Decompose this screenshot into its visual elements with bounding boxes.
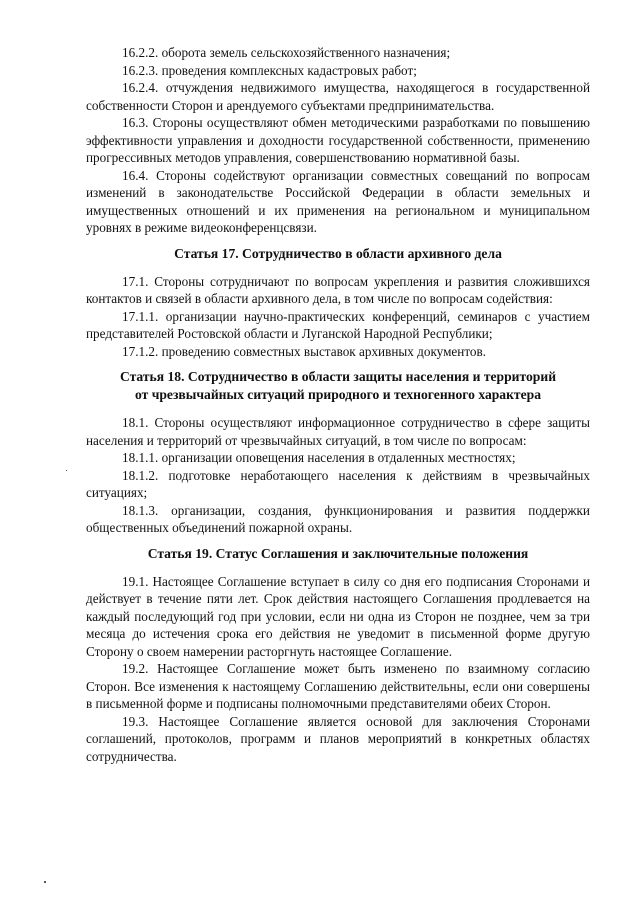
clause-18-1: 18.1. Стороны осуществляют информационное сотрудничество в сфере защиты населения и территорий от чрезвычайных ситуаций, в том числе по вопросам: [86, 415, 590, 448]
clause-16-2-3: 16.2.3. проведения комплексных кадастровых работ; [122, 62, 417, 78]
clause-17-1-2: 17.1.2. проведению совместных выставок архивных документов. [122, 343, 487, 359]
clause-18-1-3: 18.1.3. организации, создания, функционирования и развития поддержки общественных объединений пожарной охраны. [86, 502, 590, 535]
clause-19-2: 19.2. Настоящее Соглашение может быть изменено по взаимному согласию Сторон. Все изменения к настоящему Соглашению действительны, если они совершены в письменной форме и подписаны полномочными представителями обеих Сторон. [86, 661, 590, 711]
article-19-title: Статья 19. Статус Соглашения и заключительные положения [147, 545, 529, 561]
article-17-title: Статья 17. Сотрудничество в области архивного дела [174, 245, 502, 261]
article-19-heading [86, 545, 590, 563]
article-18-heading [86, 368, 590, 404]
scan-speck [44, 881, 46, 883]
clause-16-2-2: 16.2.2. оборота земель сельскохозяйственного назначения; [122, 45, 451, 60]
article-18-title-line-2: от чрезвычайных ситуаций природного и техногенного характера [135, 387, 541, 402]
clause-16-4: 16.4. Стороны содействуют организации совместных совещаний по вопросам изменений в законодательстве Российской Федерации в области земельных и имущественных отношений и их применения на региональном и муниципальном уровнях в режиме видеоконференцсвязи. [86, 167, 590, 235]
clause-16-3: 16.3. Стороны осуществляют обмен методическими разработками по повышению эффективности управления и доходности государственной собственности, применению прогрессивных методов управления, совершенствованию нормативной базы. [86, 115, 590, 165]
clause-19-3: 19.3. Настоящее Соглашение является основой для заключения Сторонами соглашений, протоколов, программ и планов мероприятий в конкретных областях сотрудничества. [86, 713, 590, 764]
article-17-heading [86, 245, 590, 263]
clause-18-1-1: 18.1.1. организации оповещения населения в отдаленных местностях; [122, 450, 516, 465]
clause-17-1-1: 17.1.1. организации научно-практических конференций, семинаров с участием представителей Ростовской области и Луганской Народной Республики; [86, 308, 590, 341]
clause-17-1: 17.1. Стороны сотрудничают по вопросам укрепления и развития сложившихся контактов и связей в области архивного дела, в том числе по вопросам содействия: [86, 273, 590, 306]
clause-16-2-4: 16.2.4. отчуждения недвижимого имущества, находящегося в государственной собственности Сторон и арендуемого субъектами предпринимательства. [86, 80, 590, 113]
document-body [86, 44, 590, 765]
clause-18-1-2: 18.1.2. подготовке неработающего населения к действиям в чрезвычайных ситуациях; [86, 467, 590, 500]
scan-speck [66, 470, 67, 471]
article-18-title-line-1: Статья 18. Сотрудничество в области защиты населения и территорий [119, 369, 557, 384]
clause-19-1: 19.1. Настоящее Соглашение вступает в силу со дня его подписания Сторонами и действует в течение пяти лет. Срок действия настоящего Соглашения продлевается на каждый последующий год при условии, если ни одна из Сторон не позднее, чем за три месяца до истечения срока его действия не уведомит в письменной форме другую Сторону о своем намерении расторгнуть настоящее Соглашение. [86, 573, 590, 659]
